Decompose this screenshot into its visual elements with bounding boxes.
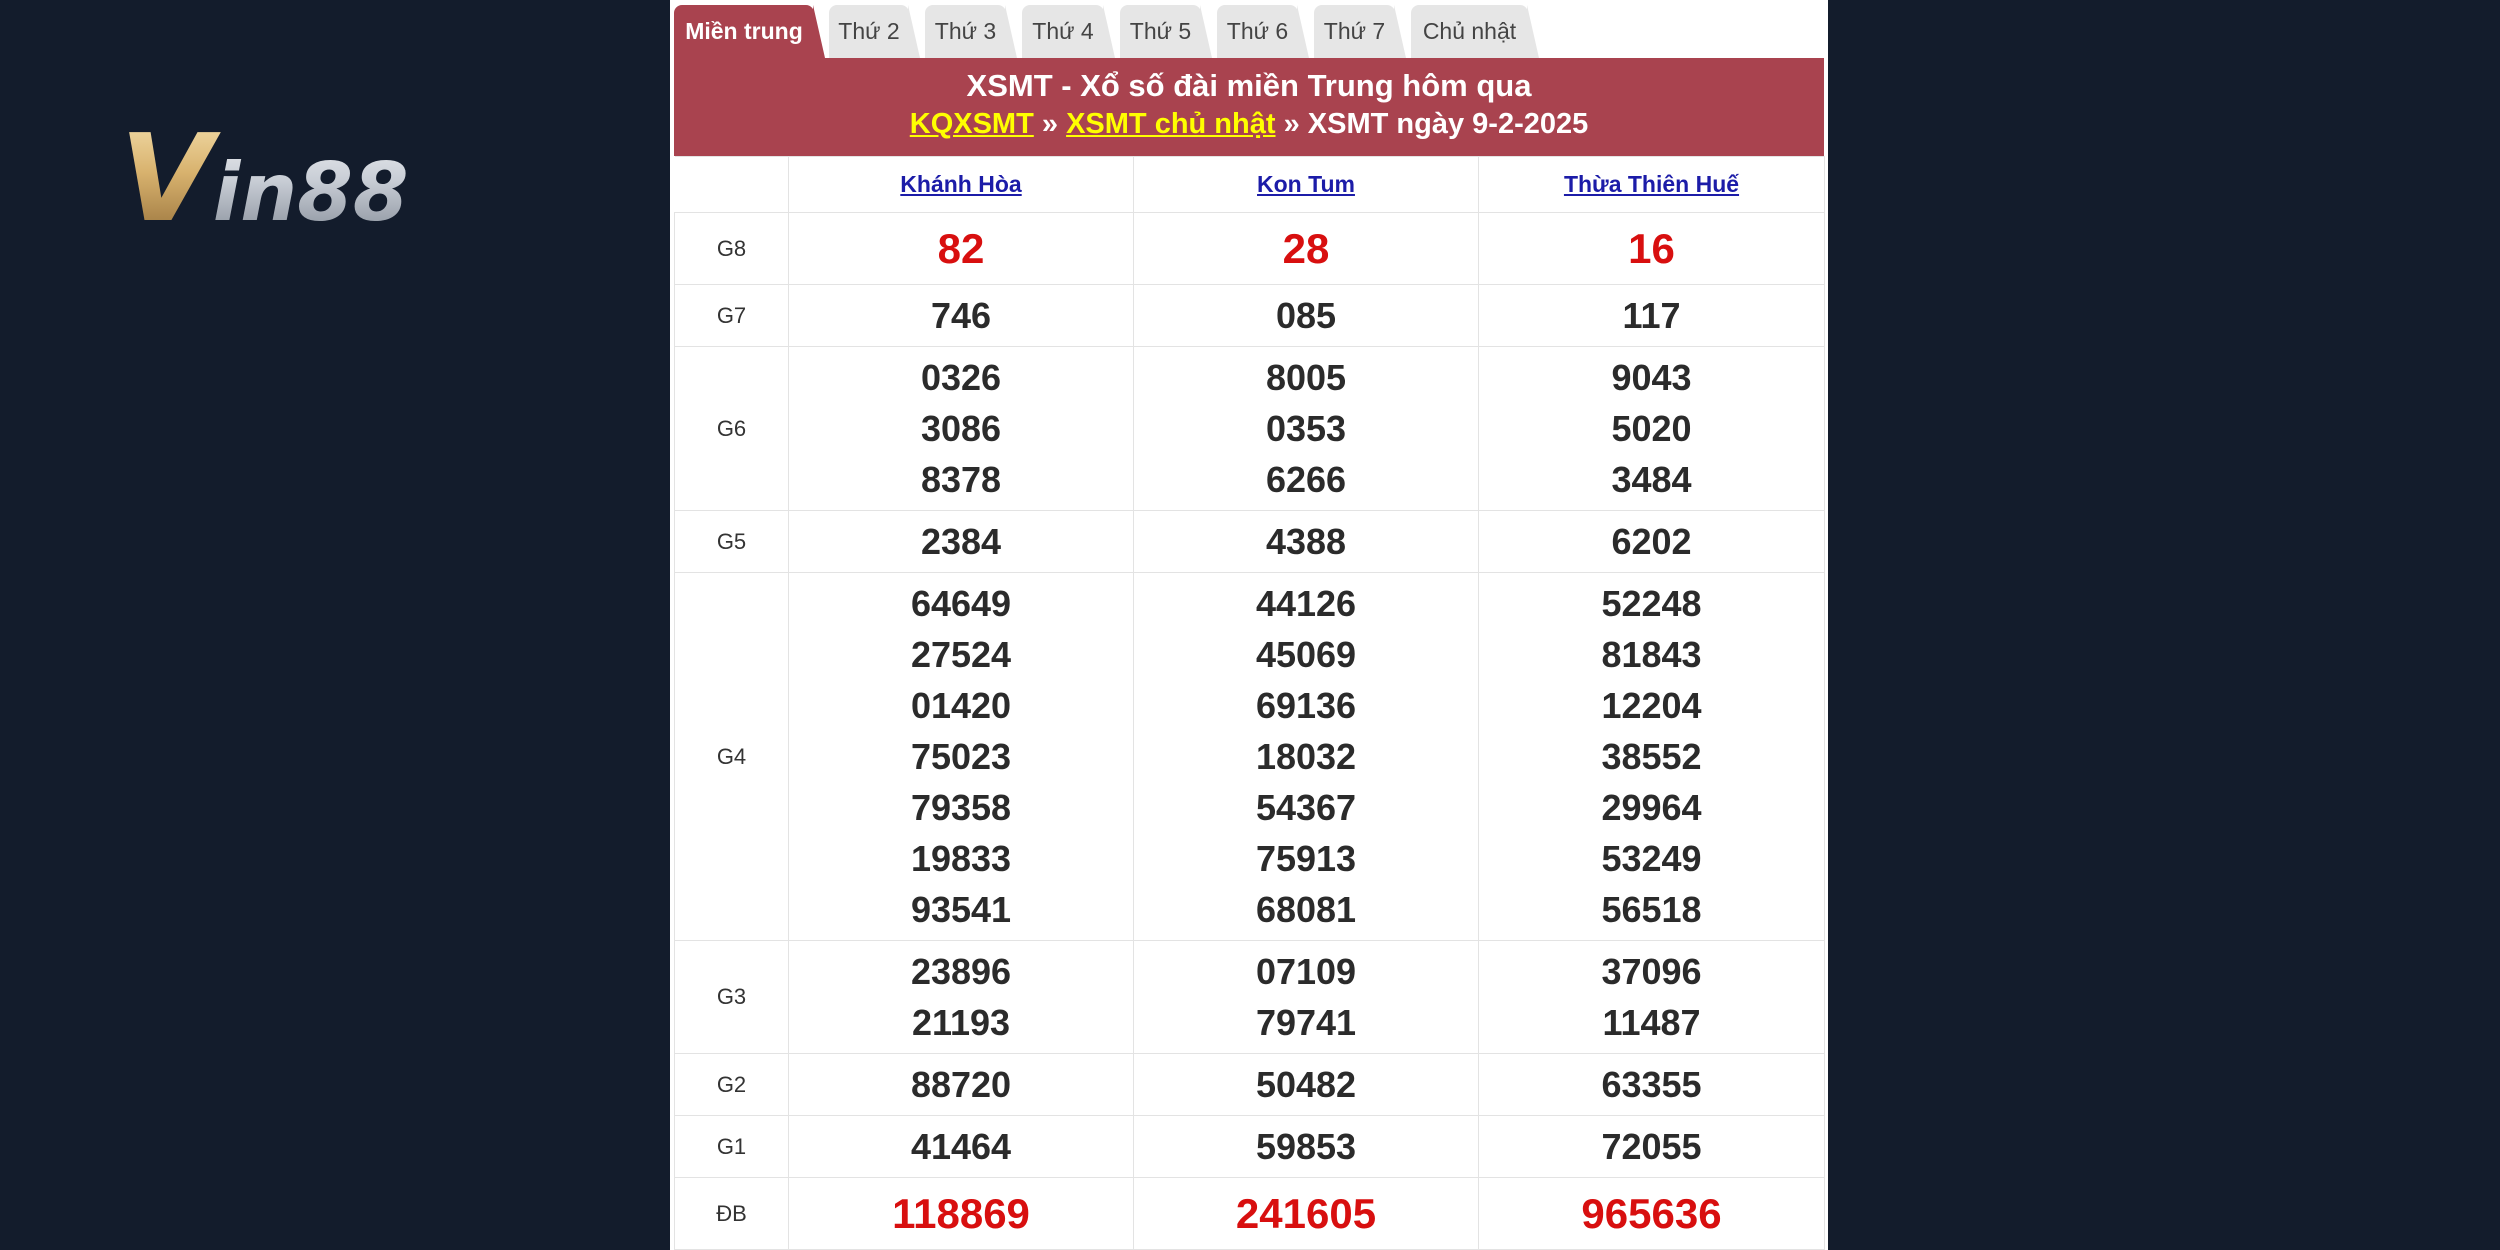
- prize-row-g3: [675, 941, 1825, 1054]
- prize-number: 23896: [910, 951, 1012, 992]
- prize-number: 28: [1282, 225, 1330, 272]
- prize-number: 75913: [1255, 838, 1357, 879]
- prize-number: 9043: [1611, 357, 1692, 398]
- prize-number: 52248: [1601, 583, 1702, 624]
- prize-number: 44126: [1255, 583, 1357, 624]
- prize-number: 64649: [910, 583, 1012, 624]
- prize-result-cell: [1479, 1116, 1825, 1178]
- prize-number: 88720: [910, 1064, 1012, 1105]
- prize-result-cell: [789, 285, 1134, 347]
- prize-result-cell: [1134, 213, 1479, 285]
- province-header: [789, 157, 1134, 213]
- prize-row-g7: [675, 285, 1825, 347]
- prize-number: 37096: [1601, 951, 1702, 992]
- province-header: [1479, 157, 1825, 213]
- breadcrumb-separator: »: [1041, 108, 1059, 140]
- prize-result-cell: [789, 1054, 1134, 1116]
- prize-result-cell: [789, 511, 1134, 573]
- province-header-row: [675, 157, 1825, 213]
- prize-number: 59853: [1255, 1126, 1357, 1167]
- tab-thu-7[interactable]: Thứ 7: [1314, 5, 1395, 58]
- prize-number: 01420: [910, 685, 1012, 726]
- vin88-logo: [120, 112, 490, 242]
- logo-v: Vin88: [120, 112, 409, 242]
- prize-result-cell: [1134, 347, 1479, 511]
- prize-number: 746: [930, 295, 992, 336]
- prize-result-cell: [1134, 1054, 1479, 1116]
- prize-result-cell: [1134, 941, 1479, 1054]
- prize-number: 50482: [1255, 1064, 1357, 1105]
- prize-label: G4: [675, 573, 789, 941]
- prize-number: 8005: [1265, 357, 1347, 398]
- prize-number: 118869: [892, 1190, 1030, 1237]
- tab-thu-5[interactable]: Thứ 5: [1120, 5, 1201, 58]
- prize-result-cell: [789, 1178, 1134, 1250]
- prize-number: 69136: [1255, 685, 1357, 726]
- breadcrumb-current: XSMT ngày 9-2-2025: [1307, 108, 1589, 140]
- prize-result-cell: [1479, 511, 1825, 573]
- prize-label: G6: [675, 347, 789, 511]
- prize-row-g8: [675, 213, 1825, 285]
- prize-number: 117: [1622, 295, 1681, 336]
- prize-row-g4: [675, 573, 1825, 941]
- prize-result-cell: [789, 347, 1134, 511]
- page-title: XSMT - Xổ số đài miền Trung hôm qua: [966, 68, 1532, 103]
- prize-number: 241605: [1235, 1190, 1377, 1237]
- prize-number: 3484: [1611, 459, 1692, 500]
- prize-number: 6202: [1611, 521, 1692, 562]
- prize-number: 38552: [1601, 736, 1702, 777]
- prize-number: 75023: [910, 736, 1012, 777]
- prize-row-g5: [675, 511, 1825, 573]
- prize-number: 8378: [920, 459, 1002, 500]
- prize-number: 79741: [1255, 1002, 1357, 1043]
- tab-thu-6[interactable]: Thứ 6: [1217, 5, 1298, 58]
- day-tabs: [674, 0, 1824, 58]
- prize-result-cell: [789, 1116, 1134, 1178]
- prize-result-cell: [1479, 573, 1825, 941]
- prize-label: ĐB: [675, 1178, 789, 1250]
- prize-row-g1: [675, 1116, 1825, 1178]
- prize-number: 81843: [1601, 634, 1702, 675]
- tab-thu-3[interactable]: Thứ 3: [925, 5, 1006, 58]
- prize-number: 68081: [1255, 889, 1357, 930]
- prize-number: 29964: [1601, 787, 1702, 828]
- prize-number: 16: [1628, 225, 1675, 272]
- prize-result-cell: [1479, 1178, 1825, 1250]
- prize-result-cell: [1479, 213, 1825, 285]
- tab-chu-nhat[interactable]: Chủ nhật: [1411, 5, 1528, 58]
- prize-number: 12204: [1601, 685, 1702, 726]
- prize-result-cell: [1479, 1054, 1825, 1116]
- prize-number: 41464: [910, 1126, 1012, 1167]
- prize-rows: [675, 213, 1825, 1250]
- prize-number: 965636: [1581, 1190, 1722, 1237]
- prize-result-cell: [789, 213, 1134, 285]
- tab-thu-2[interactable]: Thứ 2: [829, 5, 909, 58]
- province-link-khanh-hoa[interactable]: Khánh Hòa: [900, 171, 1022, 197]
- prize-number: 0353: [1265, 408, 1347, 449]
- prize-number: 53249: [1601, 838, 1702, 879]
- prize-result-cell: [1134, 1116, 1479, 1178]
- province-header: [1134, 157, 1479, 213]
- prize-number: 79358: [910, 787, 1012, 828]
- tab-mien-trung[interactable]: Miền trung: [674, 5, 814, 58]
- province-link-kon-tum[interactable]: Kon Tum: [1257, 171, 1355, 197]
- prize-label: G3: [675, 941, 789, 1054]
- prize-row-g2: [675, 1054, 1825, 1116]
- prize-number: 085: [1275, 295, 1337, 336]
- prize-number: 45069: [1255, 634, 1357, 675]
- prize-number: 82: [937, 225, 985, 272]
- prize-number: 4388: [1265, 521, 1347, 562]
- prize-row-g6: [675, 347, 1825, 511]
- breadcrumb-separator: »: [1283, 108, 1300, 140]
- prize-result-cell: [1134, 573, 1479, 941]
- prize-result-cell: [789, 941, 1134, 1054]
- prize-number: 19833: [910, 838, 1012, 879]
- prize-number: 72055: [1601, 1126, 1702, 1167]
- prize-number: 21193: [911, 1002, 1011, 1043]
- prize-number: 27524: [910, 634, 1012, 675]
- prize-number: 3086: [920, 408, 1002, 449]
- prize-number: 07109: [1255, 951, 1357, 992]
- province-link-thua-thien-hue[interactable]: Thừa Thiên Huế: [1563, 171, 1740, 197]
- breadcrumb-kqxsmt-link[interactable]: KQXSMT: [909, 108, 1034, 140]
- prize-result-cell: [1479, 941, 1825, 1054]
- prize-row-đb: [675, 1178, 1825, 1250]
- tab-thu-4[interactable]: Thứ 4: [1022, 5, 1104, 58]
- breadcrumb: [674, 104, 1824, 144]
- prize-result-cell: [1479, 285, 1825, 347]
- prize-result-cell: [1479, 347, 1825, 511]
- prize-label: G5: [675, 511, 789, 573]
- header-blank-cell: [675, 157, 789, 213]
- prize-label: G7: [675, 285, 789, 347]
- results-panel: [670, 0, 1828, 1250]
- prize-number: 2384: [920, 521, 1002, 562]
- prize-number: 63355: [1601, 1064, 1702, 1105]
- prize-result-cell: [1134, 285, 1479, 347]
- prize-number: 11487: [1602, 1002, 1701, 1043]
- prize-number: 93541: [910, 889, 1012, 930]
- results-header: [674, 58, 1824, 156]
- results-table: [674, 156, 1825, 1250]
- breadcrumb-xsmt-chu-nhat-link[interactable]: XSMT chủ nhật: [1066, 108, 1276, 140]
- prize-number: 0326: [920, 357, 1002, 398]
- prize-label: G1: [675, 1116, 789, 1178]
- prize-label: G8: [675, 213, 789, 285]
- prize-result-cell: [1134, 511, 1479, 573]
- prize-result-cell: [789, 573, 1134, 941]
- prize-number: 18032: [1255, 736, 1357, 777]
- prize-result-cell: [1134, 1178, 1479, 1250]
- prize-number: 5020: [1611, 408, 1692, 449]
- prize-label: G2: [675, 1054, 789, 1116]
- prize-number: 56518: [1601, 889, 1702, 930]
- prize-number: 54367: [1255, 787, 1357, 828]
- prize-number: 6266: [1265, 459, 1347, 500]
